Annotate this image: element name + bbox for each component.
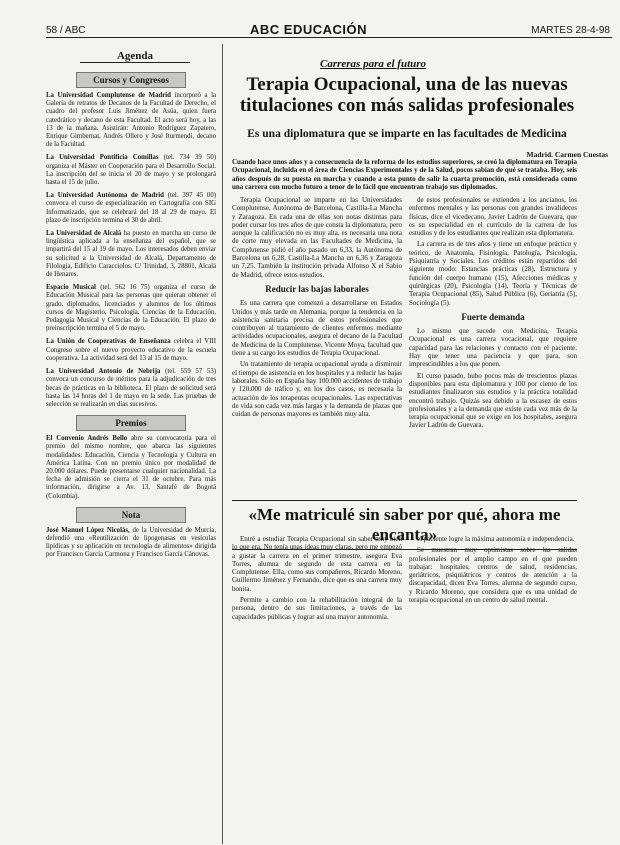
courses-subhead: Cursos y Congresos bbox=[76, 72, 186, 88]
article-column-1 bbox=[232, 196, 402, 421]
paragraph: de estos profesionales se extienden a los ancianos, los enfermos mentales y las personas con grandes invalideces físicas, dice el vicedecano, Javier Ladrón de Guevara, que es su especialidad en el currículo de la carrera de los estudios y de los estudiantes que realizan esta diplomatura. bbox=[409, 196, 577, 238]
intertitle: Reducir las bajas laborales bbox=[265, 283, 369, 294]
paragraph: Lo mismo que sucede con Medicina, Terapia Ocupacional es una carrera vocacional, que requiere capacidad para las relaciones y contacto con el paciente. Hay que tener una paciencia y que para, son imprescindibles a los que ponen. bbox=[409, 327, 577, 369]
agenda-column bbox=[46, 66, 216, 565]
paragraph: Un tratamiento de terapia ocupacional ayuda a disminuir el tiempo de asistencia en los hospitales y a reducir las bajas laborales. Sólo en España hay 100.000 accidentes de trabajo y 120.000 de tráfico y, en los dos casos, es necesaria la actuación de los terapeutas ocupacionales. Las expectativas de vida son cada vez más largas y la demanda de plazas que cuidan de personas mayores es también muy alta. bbox=[232, 360, 402, 419]
section-title: ABC EDUCACIÓN bbox=[250, 22, 367, 37]
agenda-title: Agenda bbox=[80, 50, 190, 63]
agenda-item: El Convenio Andrés Bello abre su convocatoria para el premio del mismo nombre, que abarca las siguientes modalidades: Educación, Ciencia y Tecnología y Cultura en América Latina. Con un premio único por modalidad de 20.000 dólares. Puede presentarse cualquier nacionalidad. La fecha de admisión se cierra el 31 de octubre. Para más información, dirigirse a Av. 13, Santafé de Bogotá (Colombia). bbox=[46, 435, 216, 500]
agenda-item: La Universidad Autónoma de Madrid (tel. 397 45 00) convoca el curso de especialización en Cartografía con SIG Informatizado, que se celebrará del 18 al 29 de mayo. El plazo de inscripción termina el 30 de abril. bbox=[46, 192, 216, 224]
paragraph: Entré a estudiar Terapia Ocupacional sin saber muy bien lo que era. No tenía unas ideas muy claras, pero me empezó a gustar la carrera en el primer trimestre, asegura Eva Torres, alumna de segundo de esta carrera en la Complutense. Ella, como sus compañeros, Ricardo Moreno, Guillermo Jiménez y Fernando, dice que es una carrera muy bonita. bbox=[232, 535, 402, 593]
notes-subhead: Nota bbox=[76, 507, 186, 523]
paragraph: La carrera es de tres años y tiene un enfoque práctico y teórico, de Anatomía, Fisiología, Patología, Psicología, Psiquiatría y Sociales. Los créditos están repartidos del siguiente modo: Estancias prácticas (28), Estructura y función del cuerpo humano (15), Afecciones médicas y quirúrgicas (20), Psicología (14), Teoría y Técnicas de Terapia Ocupacional (85), Salud Pública (6), Geriatría (5), Sociología (5). bbox=[409, 240, 577, 307]
paragraph: Permite a cambio con la rehabilitación integral de la persona, dentro de sus limitaciones, a través de las capacidades públicas y lograr así una mayor autonomía. bbox=[232, 596, 402, 621]
paragraph: el paciente logre la máxima autonomía e independencia. bbox=[417, 535, 575, 543]
page-number: 58 / ABC bbox=[46, 25, 86, 36]
agenda-item: La Unión de Cooperativas de Enseñanza celebra el VIII Congreso sobre el nuevo proyecto educativo de la escuela cooperativa. La actividad será del 13 al 15 de mayo. bbox=[46, 338, 217, 362]
article-column-2 bbox=[409, 196, 577, 433]
column-divider bbox=[222, 44, 223, 844]
article-column-3 bbox=[232, 535, 402, 624]
article-headline: Terapia Ocupacional, una de las nuevas titulaciones con más salidas profesionales bbox=[239, 74, 575, 116]
prizes-subhead: Premios bbox=[76, 415, 186, 431]
issue-date: MARTES 28-4-98 bbox=[531, 25, 610, 36]
agenda-item: Espacio Musical (tel. 562 16 75) organiza el curso de Educación Musical para las personas que quieran obtener el grado, diplomados, licenciados y alumnos de los últimos cursos de Magisterio, Psicología, Ciencias de la Educación, Pedagogía Musical y Ciencias de la Educación. El plazo de preinscripción termina el 5 de mayo. bbox=[46, 284, 216, 333]
article-kicker: Carreras para el futuro bbox=[320, 58, 427, 70]
article-deck: Es una diplomatura que se imparte en las facultades de Medicina bbox=[247, 128, 567, 140]
intertitle: Fuerte demanda bbox=[461, 311, 525, 322]
agenda-item: José Manuel López Nicolás, de la Universidad de Murcia, defendió una «Reutilización de lipogenasas en vesículas lipídicas y su aplicación en tecnología de alimentos» dirigida por Francisco García Carmona y Francisco García Cánovas. bbox=[46, 526, 216, 559]
pull-quote-headline: «Me matriculé sin saber por qué, ahora me encanta» bbox=[232, 500, 577, 550]
paragraph: Terapia Ocupacional se imparte en las Universidades Complutense, Autónoma de Barcelona, Castilla-La Mancha y Zaragoza. En cada una de ellas son notas distintas para poder cursar los tres años de que consta la diplomatura, pero aunque la calificación no es muy alta, es necesaria una nota de corte muy elevada en las Facultades de Medicina, la Complutense pidió el año pasado un 6,33, la Autónoma de Barcelona un 6,28, Castilla-La Mancha un 6,36 y Zaragoza un 7,25. También la institución privada Alfonso X el Sabio de Madrid, ofrece estos estudios. bbox=[232, 196, 402, 279]
paragraph: Se muestran muy optimistas sobre las salidas profesionales por el amplio campo en el que pueden trabajar: hospitales, centros de salud, residencias, geriátricos, psiquiátricos y centros de atención a la discapacidad, dicen Eva Torres, alumna de segundo curso, y Ricardo Moreno, que considera que es una unidad de terapia ocupacional en un centro de salud mental. bbox=[409, 546, 577, 605]
article-lead: Cuando hace unos años y a consecuencia de la reforma de los estudios superiores, se creó la diplomatura en Terapia Ocupacional, incluida en el área de Ciencias Experimentales y de la Salud, pocos sabían de qué se trataba. Hoy, seis años después de su puesta en marcha y cuando a esta punto de salir la cuarta promoción, está considerada como una carrera con mucho futuro a tenor de lo fácil que encuentran trabajo sus diplomados. bbox=[232, 158, 577, 191]
agenda-item: La Universidad de Alcalá ha puesto en marcha un curso de lingüística aplicada a la enseñanza del español, que se impartirá del 15 al 19 de mayo. Los interesados deben enviar su solicitud a la Universidad de Alcalá, Departamento de Filología, Edificio Caracciolos. C/ Trinidad, 3, 28801, Alcalá de Henares. bbox=[46, 230, 216, 279]
agenda-item: La Universidad Complutense de Madrid incorporó a la Galería de retratos de Decanos de la Facultad de Derecho, el cuadro del profesor Luis Jiménez de Asúa, quien fuera catedrático y decano de esta Facultad. El acto será hoy, a las 13 de la mañana. Asistirán: Antonio Rodríguez Zapatero, Enrique Gimbernat, Andrés Ollero y José Iturmendi, decano de la Facultad. bbox=[46, 92, 217, 149]
article-column-4 bbox=[409, 535, 577, 607]
agenda-item: La Universidad Pontificia Comillas (tel. 734 39 50) organiza el Máster en Cooperación para el Desarrollo Social. La inscripción del se inicia el 20 de mayo y se prolongará hasta el 15 de julio. bbox=[46, 154, 216, 187]
header-rule bbox=[46, 37, 612, 38]
paragraph: Es una carrera que comenzó a desarrollarse en Estados Unidos y más tarde en Alemania, porque la tendencia en la asistencia sanitaria precisa de estos profesionales que contribuyen al tratamiento de clientes enfermos mediante actividades ocupacionales, asegura el decano de la Facultad de Medicina de la Complutense, Vicente Moya, facultad que tiene a su cargo los estudios de Terapia Ocupacional. bbox=[232, 299, 402, 358]
agenda-item: La Universidad Antonio de Nebrija (tel. 559 57 53) convoca un concurso de méritos para la adjudicación de tres becas de prácticas en la biblioteca. El plazo de solicitud será hasta las 14 horas del 1 de mayo en la sede. Las pruebas de selección se realizarán en días sucesivos. bbox=[46, 368, 216, 408]
paragraph: El curso pasado, hubo pocos más de trescientos plazas disponibles para esta diplomatura y 100 por ciento de los estudiantes finalizaron sus estudios y la práctica totalidad encontró trabajo. Quizás sea debido a la escasez de estos profesionales y a la demanda que existe cada vez más de la terapia ocupacional que se exige en los hospitales, asegura Javier Ladrón de Guevara. bbox=[409, 371, 577, 430]
article-byline: Madrid. Carmen Cuestas bbox=[526, 150, 608, 159]
